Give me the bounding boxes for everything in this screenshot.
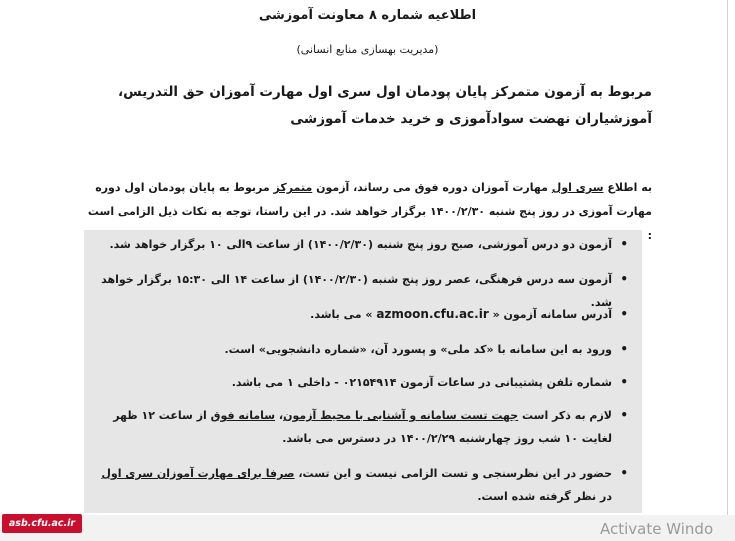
list-item: • آزمون سه درس فرهنگی، عصر روز پنج شنبه (۱۴۰۰/۲/۳۰) از ساعت ۱۴ الی ۱۵:۳۰ برگزار خواهد شد.: [84, 268, 642, 314]
exam-site-url: azmoon.cfu.ac.ir: [376, 307, 489, 321]
intro-text-2: مهارت آموزان دوره فوق می رساند، آزمون: [312, 181, 552, 194]
list-item: • آزمون دو درس آموزشی، صبح روز پنج شنبه (۱۴۰۰/۲/۳۰) از ساعت ۹الی ۱۰ برگزار خواهد شد.: [84, 233, 642, 256]
notes-list: [84, 230, 642, 513]
note-underlined-test-system: جهت تست سامانه و آشنایی با محیط آزمون: [283, 409, 519, 422]
list-item: [84, 303, 642, 326]
intro-underlined-first-series: سری اول: [551, 181, 604, 194]
list-item: [84, 462, 642, 508]
intro-underlined-centralized: متمرکز: [273, 181, 313, 194]
address-text-pre: آدرس سامانه آزمون «: [488, 308, 612, 321]
activate-windows-watermark: Activate Windo: [600, 520, 714, 538]
document-heading: مربوط به آزمون متمرکز پایان پودمان اول سری اول مهارت آموزان حق التدریس، آموزشیاران نهضت سوادآموزی و خرید خدمات آموزشی: [117, 84, 652, 127]
list-item: • ورود به این سامانه با «کد ملی» و پسورد آن، «شماره دانشجویی» است.: [84, 338, 642, 361]
survey-underlined-first-series: صرفا برای مهارت آموزان سری اول: [101, 467, 295, 480]
survey-text-1: حضور در این نظرسنجی و تست الزامی نیست و این تست،: [294, 467, 612, 480]
note-underlined-system: سامانه فوق: [210, 409, 276, 422]
page-edge-divider: [727, 0, 728, 515]
note-text-3: از ساعت ۱۲ ظهر لغایت ۱۰ شب روز چهارشنبه ۱۴۰۰/۲/۲۹ در دسترس می باشد.: [113, 409, 612, 445]
address-text-post: » می باشد.: [310, 308, 377, 321]
list-item: [84, 404, 642, 450]
intro-text-3: مربوط به پایان پودمان اول دوره مهارت آموزی در روز پنج شنبه ۱۴۰۰/۲/۳۰ برگزار خواهد شد. در این راستا، توجه به نکات ذیل الزامی است :: [87, 181, 652, 242]
note-text-2: ،: [275, 409, 284, 422]
note-text-1: لازم به ذکر است: [518, 409, 612, 422]
survey-text-2: در نظر گرفته شده است.: [477, 490, 612, 503]
site-logo-badge: asb.cfu.ac.ir: [2, 514, 82, 533]
list-item: • شماره تلفن پشتیبانی در ساعات آزمون ۰۲۱۵۴۹۱۴ - داخلی ۱ می باشد.: [84, 371, 642, 394]
document-title: اطلاعیه شماره ۸ معاونت آموزشی: [258, 8, 477, 23]
document-subtitle: (مدیریت بهسازی منابع انسانی): [296, 43, 439, 56]
intro-text-1: به اطلاع: [603, 181, 652, 194]
